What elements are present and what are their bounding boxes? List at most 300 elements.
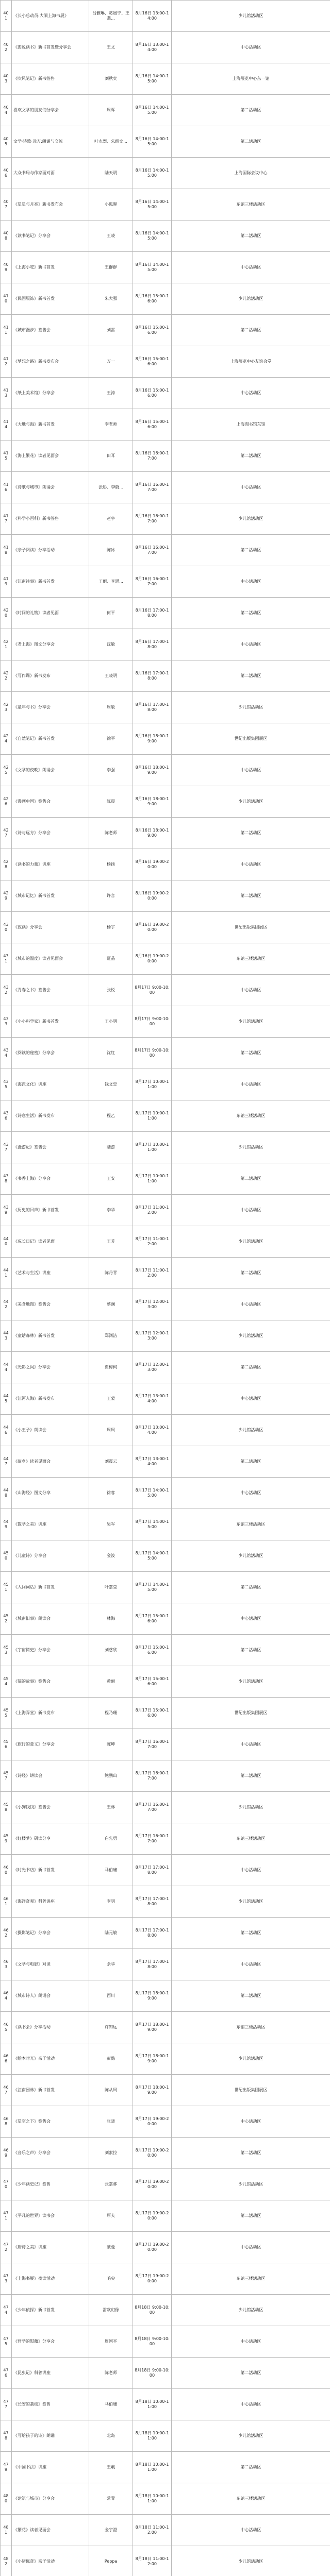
event-title: 《繁花》读者见面会 [12, 2515, 89, 2546]
table-row [1, 1383, 330, 1415]
event-location: 中心活动区 [172, 1855, 330, 1886]
event-location: 少儿馆活动区 [172, 1792, 330, 1823]
event-title: 《时间的礼物》读者见面 [12, 598, 89, 629]
event-time: 8月17日 10:00-11:00 [133, 1069, 172, 1100]
event-guests: 陈丹青 [89, 1258, 133, 1289]
table-row [1, 221, 330, 252]
row-number: 404 [1, 95, 12, 126]
row-number: 440 [1, 1226, 12, 1258]
table-row [1, 1352, 330, 1383]
event-location: 中心活动区 [172, 1949, 330, 1980]
row-number: 425 [1, 755, 12, 786]
event-title: 《城市诗人》朗诵会 [12, 1980, 89, 2012]
event-title: 《唐诗之美》讲座 [12, 2232, 89, 2263]
events-table-body [1, 1, 330, 2576]
event-guests: 王蒙 [89, 1383, 133, 1415]
event-title: 《读书的力量》讲座 [12, 849, 89, 880]
event-title: 大众书局与作家面对面 [12, 158, 89, 189]
event-guests: 张晓 [89, 2106, 133, 2138]
event-time: 8月16日 19:00-20:00 [133, 880, 172, 912]
table-row [1, 32, 330, 63]
event-time: 8月17日 11:00-12:00 [133, 1195, 172, 1226]
table-row [1, 1320, 330, 1352]
table-row [1, 1446, 330, 1478]
event-guests: 周周 [89, 1415, 133, 1446]
event-location: 少儿馆活动区 [172, 2169, 330, 2200]
event-guests: 李强 [89, 755, 133, 786]
event-guests: 王晓明 [89, 660, 133, 692]
table-row [1, 692, 330, 723]
table-row [1, 1163, 330, 1195]
event-title: 《猫的故事》签售会 [12, 1666, 89, 1698]
event-time: 8月16日 15:00-16:00 [133, 378, 172, 409]
event-title: 《小小科学家》新书首发 [12, 1006, 89, 1038]
event-time: 8月16日 15:00-16:00 [133, 283, 172, 315]
table-row [1, 2483, 330, 2515]
event-location: 上海图书馆东馆 [172, 409, 330, 440]
event-time: 8月16日 18:00-19:00 [133, 786, 172, 818]
event-location: 中心活动区 [172, 1195, 330, 1226]
event-title: 《写作课》新书发布 [12, 660, 89, 692]
event-title: 《上海书展》夜读活动 [12, 2263, 89, 2295]
row-number: 427 [1, 818, 12, 849]
event-time: 8月17日 13:00-14:00 [133, 1415, 172, 1446]
row-number: 465 [1, 2012, 12, 2043]
row-number: 436 [1, 1100, 12, 1132]
event-time: 8月16日 16:00-17:00 [133, 566, 172, 598]
event-location: 东馆三楼活动区 [172, 1823, 330, 1855]
event-time: 8月17日 18:00-19:00 [133, 1980, 172, 2012]
table-row [1, 975, 330, 1006]
row-number: 477 [1, 2389, 12, 2420]
event-time: 8月16日 15:00-16:00 [133, 315, 172, 346]
event-guests: 王林 [89, 1792, 133, 1823]
event-title: 《山海经》图文分享 [12, 1478, 89, 1509]
event-title: 《吹风笔记》新书签售 [12, 63, 89, 95]
row-number: 413 [1, 378, 12, 409]
event-guests: 李老师 [89, 409, 133, 440]
event-title: 《长小总动员:大闹上海书展》 [12, 1, 89, 32]
event-guests: 蒙曼 [89, 2232, 133, 2263]
table-row [1, 943, 330, 975]
table-row [1, 598, 330, 629]
row-number: 471 [1, 2200, 12, 2232]
event-title: 喜欢文学的朋友们分享会 [12, 95, 89, 126]
event-title: 《艺术与生活》讲座 [12, 1258, 89, 1289]
table-row [1, 1226, 330, 1258]
event-title: 《宇宙简史》分享会 [12, 1635, 89, 1666]
event-title: 《童年与书》分享会 [12, 692, 89, 723]
event-title: 《故乡》读者见面会 [12, 1446, 89, 1478]
event-time: 8月18日 9:00-10:00 [133, 2295, 172, 2326]
event-guests: 王羲 [89, 2452, 133, 2483]
event-title: 《小王子》朗读会 [12, 1415, 89, 1446]
event-time: 8月17日 14:00-15:00 [133, 1478, 172, 1509]
event-location: 少儿馆活动区 [172, 2420, 330, 2452]
event-time: 8月16日 15:00-16:00 [133, 409, 172, 440]
event-time: 8月17日 17:00-18:00 [133, 1918, 172, 1949]
table-row [1, 63, 330, 95]
table-row [1, 189, 330, 221]
event-location: 东馆三楼活动区 [172, 2483, 330, 2515]
event-title: 《自然笔记》新书首发 [12, 723, 89, 755]
event-title: 《写给孩子的诗》朗诵 [12, 2420, 89, 2452]
event-guests: 陈坤 [89, 1729, 133, 1760]
event-guests: 李华 [89, 1195, 133, 1226]
event-location: 少儿馆活动区 [172, 503, 330, 535]
event-guests: 马伯庸 [89, 1855, 133, 1886]
table-row [1, 1666, 330, 1698]
event-guests: 王丽、李思... [89, 566, 133, 598]
event-location: 少儿馆活动区 [172, 1540, 330, 1572]
table-row [1, 2263, 330, 2295]
event-time: 8月17日 19:00-20:00 [133, 2232, 172, 2263]
table-row [1, 880, 330, 912]
event-title: 《摄影笔记》分享会 [12, 1918, 89, 1949]
event-title: 《星星与月亮》新书发布会 [12, 189, 89, 221]
event-title: 《老上海》图文分享会 [12, 629, 89, 660]
row-number: 408 [1, 221, 12, 252]
event-title: 《诗与远方》分享会 [12, 818, 89, 849]
event-guests: 沈敏 [89, 629, 133, 660]
event-guests: 夏晶 [89, 943, 133, 975]
row-number: 441 [1, 1258, 12, 1289]
event-time: 8月17日 16:00-17:00 [133, 1792, 172, 1823]
row-number: 419 [1, 566, 12, 598]
event-location: 第二活动区 [172, 440, 330, 472]
event-time: 8月17日 11:00-12:00 [133, 1258, 172, 1289]
table-row [1, 1635, 330, 1666]
row-number: 426 [1, 786, 12, 818]
event-location: 中心活动区 [172, 566, 330, 598]
table-row [1, 2138, 330, 2169]
table-row [1, 818, 330, 849]
event-time: 8月16日 14:00-15:00 [133, 126, 172, 158]
row-number: 466 [1, 2043, 12, 2075]
row-number: 410 [1, 283, 12, 315]
event-time: 8月18日 10:00-11:00 [133, 2452, 172, 2483]
event-title: 《江南往事》新书首发 [12, 566, 89, 598]
event-location: 中心活动区 [172, 2326, 330, 2358]
event-guests: 金宇澄 [89, 2515, 133, 2546]
event-title: 《诗经》讲读会 [12, 1760, 89, 1792]
event-guests: 程乙 [89, 1100, 133, 1132]
event-time: 8月16日 17:00-18:00 [133, 692, 172, 723]
row-number: 478 [1, 2420, 12, 2452]
event-title: 《诗歌与城市》朗诵会 [12, 472, 89, 503]
table-row [1, 409, 330, 440]
event-time: 8月16日 18:00-19:00 [133, 818, 172, 849]
event-guests: 厚夫 [89, 2200, 133, 2232]
event-time: 8月17日 19:00-20:00 [133, 2169, 172, 2200]
row-number: 452 [1, 1603, 12, 1635]
row-number: 439 [1, 1195, 12, 1226]
row-number: 470 [1, 2169, 12, 2200]
table-row [1, 1289, 330, 1320]
table-row [1, 755, 330, 786]
event-guests: 钱文忠 [89, 1069, 133, 1100]
row-number: 428 [1, 849, 12, 880]
row-number: 480 [1, 2483, 12, 2515]
event-guests: 刘秋奕 [89, 63, 133, 95]
event-guests: 吴军 [89, 1509, 133, 1540]
event-location: 东馆三楼活动区 [172, 189, 330, 221]
table-row [1, 2106, 330, 2138]
event-title: 《中国书法》讲座 [12, 2452, 89, 2483]
event-time: 8月17日 16:00-17:00 [133, 1729, 172, 1760]
event-guests: 马伯庸 [89, 2389, 133, 2420]
table-row [1, 849, 330, 880]
event-time: 8月17日 19:00-20:00 [133, 2263, 172, 2295]
event-guests: 万一 [89, 346, 133, 378]
table-row [1, 2452, 330, 2483]
event-guests: 朱大强 [89, 283, 133, 315]
table-row [1, 1509, 330, 1540]
event-time: 8月18日 11:00-12:00 [133, 2515, 172, 2546]
event-location: 东馆三楼活动区 [172, 2012, 330, 2043]
event-location: 少儿馆活动区 [172, 1, 330, 32]
event-guests: 王小明 [89, 1006, 133, 1038]
event-time: 8月16日 14:00-15:00 [133, 63, 172, 95]
event-guests: 西川 [89, 1980, 133, 2012]
event-time: 8月17日 15:00-16:00 [133, 1603, 172, 1635]
event-title: 《时光书店》新书首发 [12, 1855, 89, 1886]
event-location: 少儿馆活动区 [172, 1226, 330, 1258]
event-location: 第二活动区 [172, 880, 330, 912]
row-number: 412 [1, 346, 12, 378]
row-number: 455 [1, 1698, 12, 1729]
event-time: 8月17日 17:00-18:00 [133, 1949, 172, 1980]
row-number: 420 [1, 598, 12, 629]
event-location: 中心活动区 [172, 2232, 330, 2263]
event-location: 中心活动区 [172, 755, 330, 786]
table-row [1, 2169, 330, 2200]
event-title: 《读书会》分享活动 [12, 2012, 89, 2043]
event-time: 8月18日 9:00-10:00 [133, 2358, 172, 2389]
row-number: 467 [1, 2075, 12, 2106]
event-guests: 郑渊洁 [89, 1320, 133, 1352]
event-location: 第二活动区 [172, 1980, 330, 2012]
event-location: 中心活动区 [172, 32, 330, 63]
row-number: 438 [1, 1163, 12, 1195]
event-title: 《诗意生活》新书发布 [12, 1100, 89, 1132]
event-time: 8月16日 14:00-15:00 [133, 95, 172, 126]
event-time: 8月18日 10:00-11:00 [133, 2389, 172, 2420]
event-location: 少儿馆活动区 [172, 2043, 330, 2075]
event-title: 《哲学的慰藉》分享会 [12, 2326, 89, 2358]
table-row [1, 158, 330, 189]
row-number: 421 [1, 629, 12, 660]
event-time: 8月16日 16:00-17:00 [133, 440, 172, 472]
event-guests: 叶嘉莹 [89, 1572, 133, 1603]
event-location: 第二活动区 [172, 95, 330, 126]
event-location: 第二活动区 [172, 126, 330, 158]
event-location: 中心活动区 [172, 629, 330, 660]
event-guests: 周国平 [89, 2326, 133, 2358]
row-number: 437 [1, 1132, 12, 1163]
event-guests: 陆天明 [89, 158, 133, 189]
event-time: 8月17日 16:00-17:00 [133, 1760, 172, 1792]
event-time: 8月17日 10:00-11:00 [133, 1132, 172, 1163]
event-location: 第二活动区 [172, 1635, 330, 1666]
event-guests: 毛尖 [89, 2263, 133, 2295]
table-row [1, 535, 330, 566]
table-row [1, 2295, 330, 2326]
table-row [1, 1100, 330, 1132]
event-location: 中心活动区 [172, 472, 330, 503]
event-guests: 陈晨 [89, 786, 133, 818]
row-number: 469 [1, 2138, 12, 2169]
row-number: 445 [1, 1383, 12, 1415]
event-guests: 陈冰 [89, 535, 133, 566]
event-time: 8月17日 11:00-12:00 [133, 1226, 172, 1258]
event-title: 《音乐之声》分享会 [12, 2138, 89, 2169]
row-number: 464 [1, 1980, 12, 2012]
event-title: 《文学的夜晚》朗诵会 [12, 755, 89, 786]
row-number: 424 [1, 723, 12, 755]
event-guests: 徐平 [89, 723, 133, 755]
event-location: 上海展览中心友谊会堂 [172, 346, 330, 378]
table-row [1, 2232, 330, 2263]
event-guests: 吕雅琳、葛媛宁、王燕... [89, 1, 133, 32]
row-number: 481 [1, 2515, 12, 2546]
row-number: 460 [1, 1855, 12, 1886]
event-title: 《亲子阅读》分享活动 [12, 535, 89, 566]
event-title: 《大地与海》新书首发 [12, 409, 89, 440]
event-time: 8月17日 12:00-13:00 [133, 1289, 172, 1320]
table-row [1, 1603, 330, 1635]
event-location: 世纪出版集团展区 [172, 1698, 330, 1729]
event-location: 中心活动区 [172, 1289, 330, 1320]
row-number: 446 [1, 1415, 12, 1446]
table-row [1, 1792, 330, 1823]
table-row [1, 2515, 330, 2546]
row-number: 448 [1, 1478, 12, 1509]
table-row [1, 1698, 330, 1729]
row-number: 475 [1, 2326, 12, 2358]
event-time: 8月18日 9:00-10:00 [133, 2326, 172, 2358]
event-location: 东馆三楼活动区 [172, 1100, 330, 1132]
event-title: 《读书笔记》分享会 [12, 221, 89, 252]
event-location: 第二活动区 [172, 2452, 330, 2483]
row-number: 476 [1, 2358, 12, 2389]
event-time: 8月16日 18:00-19:00 [133, 723, 172, 755]
table-row [1, 252, 330, 283]
event-guests: 李明 [89, 1886, 133, 1918]
event-location: 中心活动区 [172, 1729, 330, 1760]
event-guests: 刘震云 [89, 1446, 133, 1478]
event-guests: 周晖 [89, 95, 133, 126]
event-title: 《平凡的世界》读书会 [12, 2200, 89, 2232]
event-time: 8月16日 19:00-20:00 [133, 849, 172, 880]
row-number: 456 [1, 1729, 12, 1760]
row-number: 407 [1, 189, 12, 221]
event-location: 第二活动区 [172, 1352, 330, 1383]
row-number: 472 [1, 2232, 12, 2263]
event-location: 少儿馆活动区 [172, 1320, 330, 1352]
event-title: 《梦想之路》新书发布会 [12, 346, 89, 378]
event-guests: 陆游 [89, 1132, 133, 1163]
event-time: 8月16日 14:00-15:00 [133, 221, 172, 252]
event-location: 第二活动区 [172, 1572, 330, 1603]
event-guests: Peppa [89, 2546, 133, 2576]
event-time: 8月17日 19:00-20:00 [133, 2106, 172, 2138]
table-row [1, 1006, 330, 1038]
event-time: 8月16日 16:00-17:00 [133, 535, 172, 566]
table-row [1, 2420, 330, 2452]
row-number: 411 [1, 315, 12, 346]
row-number: 402 [1, 32, 12, 63]
event-title: 《海洋奇观》科普讲座 [12, 1886, 89, 1918]
event-time: 8月16日 17:00-18:00 [133, 660, 172, 692]
event-time: 8月17日 17:00-18:00 [133, 1886, 172, 1918]
event-location: 上海国际会议中心 [172, 158, 330, 189]
event-guests: 北岛 [89, 2420, 133, 2452]
event-title: 《民国服饰》新书首发 [12, 283, 89, 315]
event-location: 中心活动区 [172, 378, 330, 409]
event-title: 《漫游记》签售会 [12, 1132, 89, 1163]
event-time: 8月16日 17:00-18:00 [133, 629, 172, 660]
table-row [1, 1, 330, 32]
event-guests: 小狐狸 [89, 189, 133, 221]
table-row [1, 2546, 330, 2576]
table-row [1, 2200, 330, 2232]
table-row [1, 95, 330, 126]
event-time: 8月16日 15:00-16:00 [133, 346, 172, 378]
event-time: 8月18日 11:00-12:00 [133, 2546, 172, 2576]
event-guests: 刘慈欣 [89, 1635, 133, 1666]
table-row [1, 2358, 330, 2389]
event-guests: 刘索拉 [89, 2138, 133, 2169]
event-title: 《漫画中国》签售会 [12, 786, 89, 818]
event-guests: 黄丽 [89, 1666, 133, 1698]
event-guests: 金波 [89, 1540, 133, 1572]
event-time: 8月16日 13:00-14:00 [133, 1, 172, 32]
event-guests: 彭懿 [89, 2043, 133, 2075]
table-row [1, 283, 330, 315]
event-guests: 徐客 [89, 1478, 133, 1509]
event-location: 东馆三楼活动区 [172, 1509, 330, 1540]
event-title: 《小猪佩奇》亲子活动 [12, 2546, 89, 2576]
event-location: 少儿馆活动区 [172, 2295, 330, 2326]
event-title: 《江南园林》新书首发 [12, 2075, 89, 2106]
event-guests: 余华 [89, 1949, 133, 1980]
table-row [1, 1038, 330, 1069]
row-number: 442 [1, 1289, 12, 1320]
table-row [1, 346, 330, 378]
event-location: 少儿馆活动区 [172, 692, 330, 723]
event-guests: 王安 [89, 1163, 133, 1195]
event-time: 8月16日 19:00-20:00 [133, 912, 172, 943]
table-row [1, 566, 330, 598]
event-guests: 鲍鹏山 [89, 1760, 133, 1792]
table-row [1, 1729, 330, 1760]
event-time: 8月17日 18:00-19:00 [133, 2043, 172, 2075]
event-time: 8月17日 14:00-15:00 [133, 1509, 172, 1540]
event-title: 《星空之下》签售会 [12, 2106, 89, 2138]
event-location: 东馆三楼活动区 [172, 943, 330, 975]
event-location: 世纪出版集团展区 [172, 2075, 330, 2106]
event-title: 《图说读书》新书首发暨分享会 [12, 32, 89, 63]
event-guests: 周敏 [89, 692, 133, 723]
row-number: 457 [1, 1760, 12, 1792]
event-time: 8月16日 14:00-15:00 [133, 189, 172, 221]
event-guests: 王群群 [89, 252, 133, 283]
row-number: 429 [1, 880, 12, 912]
row-number: 463 [1, 1949, 12, 1980]
event-title: 《人间词话》新书首发 [12, 1572, 89, 1603]
event-title: 《建筑与城市》分享会 [12, 2483, 89, 2515]
